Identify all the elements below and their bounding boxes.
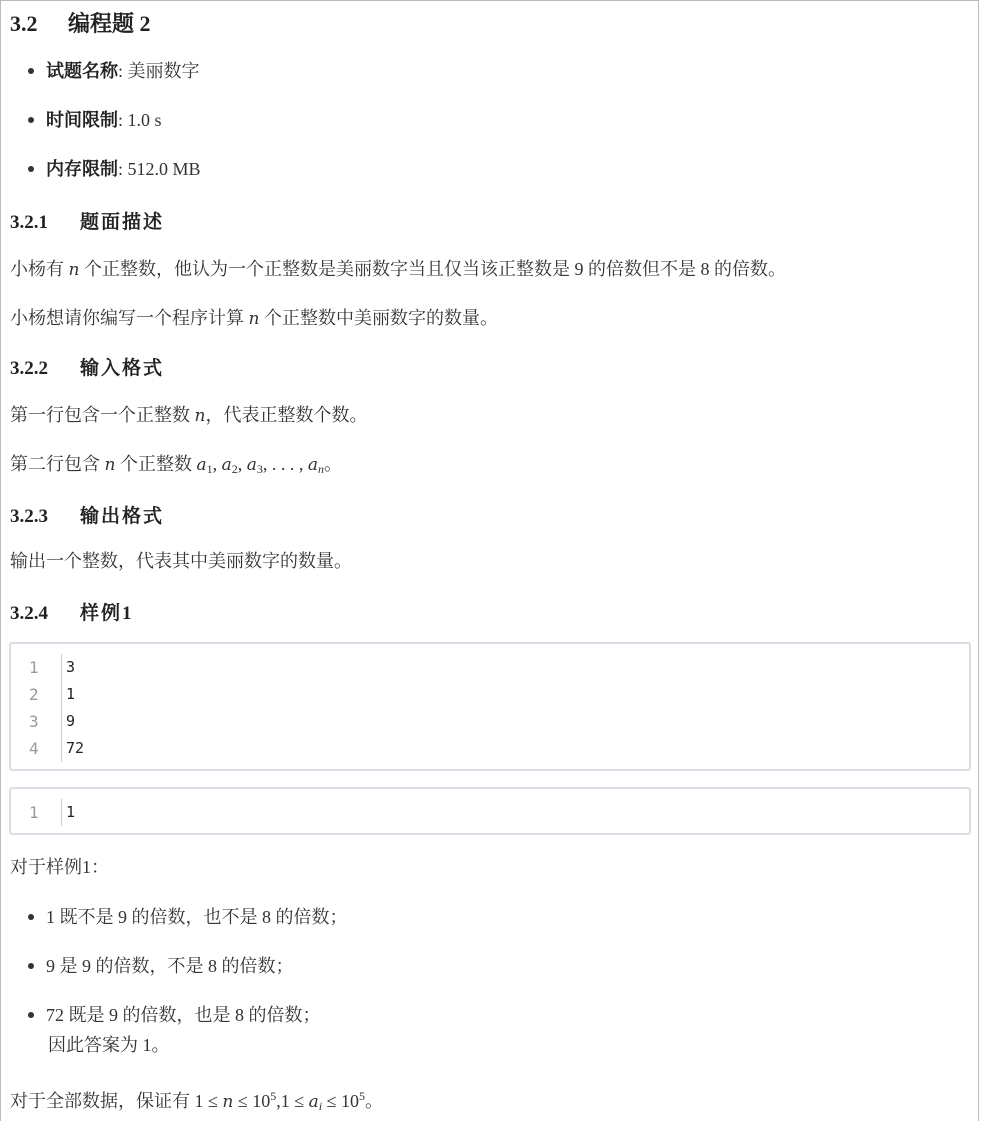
desc-paragraph-1: 小杨有 n 个正整数，他认为一个正整数是美丽数字当且仅当该正整数是 9 的倍数但不是 8 的倍数。 bbox=[10, 259, 786, 280]
input-paragraph-2: 第二行包含 n 个正整数 a1, a2, a3, . . . , $a_n$。 bbox=[10, 454, 343, 476]
desc-heading: 3.2.1 题面描述 bbox=[10, 212, 165, 233]
section-title: 编程题 2 bbox=[68, 11, 151, 36]
section-heading bbox=[10, 7, 151, 38]
section-number: 3.2 bbox=[10, 11, 38, 36]
meta-item-time: 时间限制: 1.0 s bbox=[28, 107, 162, 133]
code-line: 9 bbox=[66, 712, 76, 730]
code-line: 1 bbox=[66, 685, 76, 703]
input-heading: 3.2.2 输入格式 bbox=[10, 358, 165, 379]
explain-item-2: 9 是 9 的倍数，不是 8 的倍数； bbox=[28, 953, 294, 979]
explain-conclusion: 因此答案为 1。 bbox=[48, 1035, 170, 1055]
bullet-icon bbox=[28, 166, 34, 172]
sample-input-code-block[interactable] bbox=[9, 642, 971, 771]
input-paragraph-1: 第一行包含一个正整数 n，代表正整数个数。 bbox=[10, 405, 368, 426]
code-line: 3 bbox=[66, 658, 76, 676]
bullet-icon bbox=[28, 963, 34, 969]
bullet-icon bbox=[28, 914, 34, 920]
sample-heading: 3.2.4 样例1 bbox=[10, 603, 134, 624]
output-heading: 3.2.3 输出格式 bbox=[10, 506, 165, 527]
explain-item-1: 1 既不是 9 的倍数，也不是 8 的倍数； bbox=[28, 904, 348, 930]
constraint-paragraph: 对于全部数据，保证有 $1 \le n \le 10^5,1 \le a_i \le 10^5$。 bbox=[10, 1089, 383, 1113]
bullet-icon bbox=[28, 1012, 34, 1018]
code-line: 72 bbox=[66, 739, 85, 757]
line-number-gutter: 1 2 3 4 bbox=[29, 654, 62, 762]
output-paragraph: 输出一个整数，代表其中美丽数字的数量。 bbox=[10, 551, 352, 571]
meta-item-memory: 内存限制: 512.0 MB bbox=[28, 156, 201, 182]
sample-output-code-block[interactable] bbox=[9, 787, 971, 835]
bullet-icon bbox=[28, 68, 34, 74]
line-number-gutter: 1 bbox=[29, 799, 62, 826]
explain-intro: 对于样例1： bbox=[10, 857, 109, 877]
desc-paragraph-2: 小杨想请你编写一个程序计算 n 个正整数中美丽数字的数量。 bbox=[10, 308, 498, 329]
bullet-icon bbox=[28, 117, 34, 123]
meta-item-name: 试题名称: 美丽数字 bbox=[28, 58, 200, 84]
code-lines bbox=[66, 654, 84, 762]
explain-item-3: 72 既是 9 的倍数，也是 8 的倍数； bbox=[28, 1002, 321, 1028]
code-line: 1 bbox=[66, 803, 76, 821]
code-lines bbox=[66, 799, 75, 826]
